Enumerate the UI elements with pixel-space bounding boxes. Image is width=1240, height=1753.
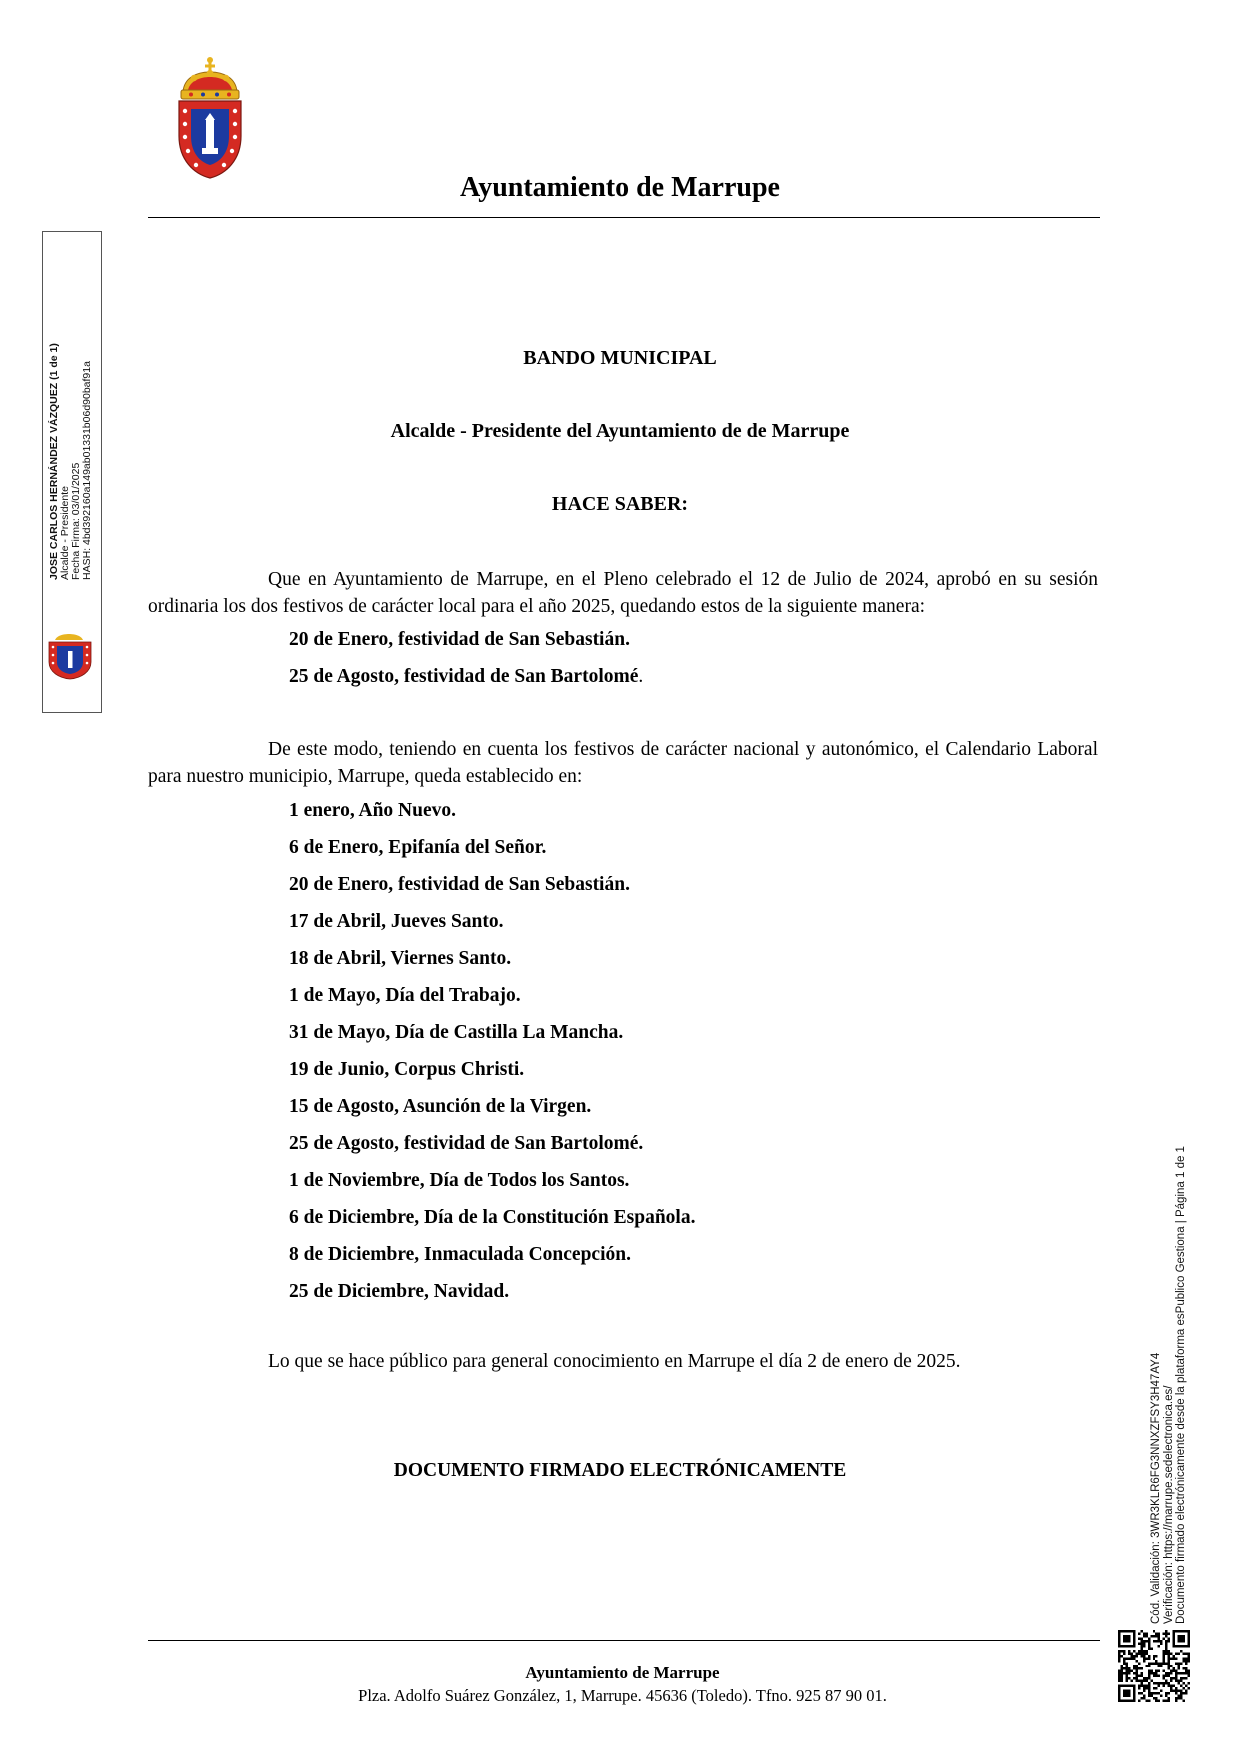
list-item: 20 de Enero, festividad de San Sebastián. bbox=[289, 629, 630, 650]
list-item: 25 de Agosto, festividad de San Bartolomé. bbox=[289, 1133, 644, 1154]
announcement-heading: HACE SABER: bbox=[551, 493, 689, 515]
calendar-intro-paragraph bbox=[148, 736, 1098, 790]
signature-box bbox=[42, 231, 102, 713]
coat-of-arms-icon bbox=[174, 56, 246, 180]
signature-date: Fecha Firma: 03/01/2025 bbox=[70, 462, 82, 580]
document-title: BANDO MUNICIPAL bbox=[523, 347, 717, 369]
footer-address: Plza. Adolfo Suárez González, 1, Marrupe. 45636 (Toledo). Tfno. 925 87 90 01. bbox=[358, 1686, 887, 1705]
list-item: 20 de Enero, festividad de San Sebastián. bbox=[289, 874, 630, 895]
list-item: 25 de Agosto, festividad de San Bartolomé. bbox=[289, 666, 644, 687]
list-item: 31 de Mayo, Día de Castilla La Mancha. bbox=[289, 1022, 624, 1043]
issuer-line: Alcalde - Presidente del Ayuntamiento de de Marrupe bbox=[390, 420, 850, 442]
verification-details bbox=[1150, 1146, 1188, 1624]
verification-url[interactable]: Verificación: https://marrupe.sedelectronica.es/ bbox=[1162, 1385, 1175, 1624]
calendar-intro-text: De este modo, teniendo en cuenta los festivos de carácter nacional y autonómico, el Calendario Laboral para nuestro municipio, Marrupe, queda establecido en: bbox=[148, 739, 1098, 787]
signature-hash: HASH: 4bd392160a149ab01331b06d90baf91a bbox=[81, 361, 93, 580]
list-item: 19 de Junio, Corpus Christi. bbox=[289, 1059, 525, 1080]
list-item: 6 de Diciembre, Día de la Constitución Española. bbox=[289, 1207, 696, 1228]
signature-details bbox=[49, 343, 93, 580]
list-item: 15 de Agosto, Asunción de la Virgen. bbox=[289, 1096, 592, 1117]
list-item: 1 de Mayo, Día del Trabajo. bbox=[289, 985, 521, 1006]
footer-divider bbox=[148, 1640, 1100, 1641]
footer-municipality: Ayuntamiento de Marrupe bbox=[525, 1663, 720, 1682]
list-item: 1 de Noviembre, Día de Todos los Santos. bbox=[289, 1170, 630, 1191]
closing-statement: Lo que se hace público para general conocimiento en Marrupe el día 2 de enero de 2025. bbox=[268, 1351, 961, 1372]
list-item: 17 de Abril, Jueves Santo. bbox=[289, 911, 504, 932]
signer-role: Alcalde - Presidente bbox=[59, 486, 71, 580]
signer-name: JOSE CARLOS HERNÁNDEZ VÁZQUEZ (1 de 1) bbox=[48, 343, 60, 580]
list-item: 1 enero, Año Nuevo. bbox=[289, 800, 457, 821]
municipality-title: Ayuntamiento de Marrupe bbox=[460, 172, 780, 203]
list-item: 25 de Diciembre, Navidad. bbox=[289, 1281, 510, 1302]
intro-text: Que en Ayuntamiento de Marrupe, en el Pleno celebrado el 12 de Julio de 2024, aprobó en su sesión ordinaria los dos festivos de carácter local para el año 2025, quedando estos de la siguiente manera: bbox=[148, 569, 1098, 617]
intro-paragraph bbox=[148, 566, 1098, 620]
validation-code: Cód. Validación: 3WR3KLR6FG3NNXZFSY3H47AY4 bbox=[1150, 1352, 1162, 1624]
list-item: 8 de Diciembre, Inmaculada Concepción. bbox=[289, 1244, 631, 1265]
platform-note: Documento firmado electrónicamente desde la plataforma esPublico Gestiona | Página 1 de 1 bbox=[1175, 1146, 1187, 1624]
list-item: 6 de Enero, Epifanía del Señor. bbox=[289, 837, 547, 858]
calendar-list bbox=[289, 792, 695, 1310]
qr-code-icon[interactable] bbox=[1118, 1630, 1190, 1702]
local-holidays-list bbox=[289, 621, 643, 695]
signature-crest-icon bbox=[47, 634, 99, 680]
header-divider bbox=[148, 217, 1100, 218]
list-item: 18 de Abril, Viernes Santo. bbox=[289, 948, 512, 969]
signed-notice: DOCUMENTO FIRMADO ELECTRÓNICAMENTE bbox=[393, 1460, 847, 1481]
